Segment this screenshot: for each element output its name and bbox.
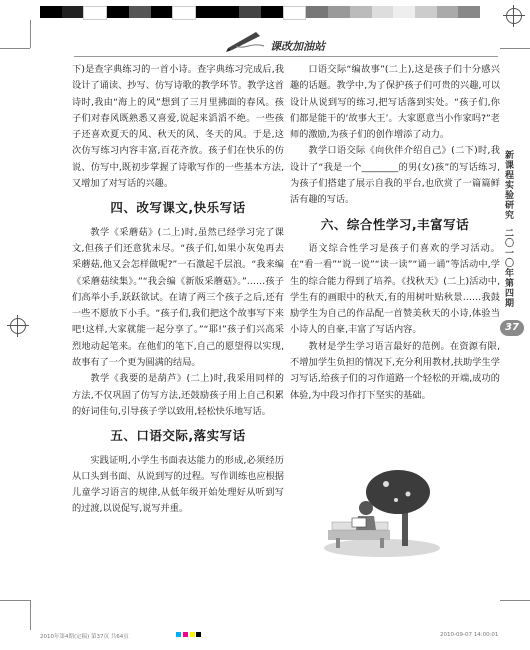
paragraph: 教学《我要的是葫芦》(二上)时,我采用同样的方法,不仅巩固了仿写方法,还鼓励孩子用上自己积累的好词佳句,引导孩子学以致用,轻松快乐地写话。 [72,373,284,417]
paragraph: 下)是查字典练习的一首小诗。查字典练习完成后,我设计了诵读、抄写、仿写诗歌的教学环节。教学这首诗时,我由“海上的风”想到了三月里拂面的春风。孩子们对春风既熟悉又喜爱,说起来滔滔不绝。一些孩子还喜欢夏天的风、秋天的风、冬天的风。于是,这次仿写练习内容丰富,百花齐放。孩子们在快乐的仿说、仿写中,既初步掌握了诗歌写作的一些基本方法,又增加了对写话的兴趣。 [72,64,284,190]
section-heading: 四、改写课文,快乐写话 [110,200,246,216]
paragraph: 语文综合性学习是孩子们喜欢的学习活动。在“看一看”“说一说”“读一读”“诵一诵”等活动中,学生的综合能力得到了培养。《找秋天》(二上)活动中,学生有的画眼中的秋天,有的用树叶贴秋景……我鼓励学生为自己的作品配一首赞美秋天的小诗,体验当小诗人的自豪,丰富了写话内容。 [290,242,500,336]
right-column [290,62,500,404]
pen-icon [226,28,266,52]
section-heading: 五、口语交际,落实写话 [110,428,246,444]
crop-mark [0,600,30,601]
crop-mark [30,600,31,630]
paragraph: 教学《采蘑菇》(二上)时,虽然已经学习完了课文,但孩子们还意犹未尽。“孩子们,如果小灰兔再去采蘑菇,他又会怎样做呢?”一石激起千层浪。“我来编《采蘑菇续集》。”“我会编《新版采蘑菇》。”……孩子们高举小手,跃跃欲试。在请了两三个孩子之后,还有一些不愿放下小手。“孩子们,我们把这个故事写下来吧!这样,大家就能一起分享了。”“耶!”孩子们兴高采烈地动起笔来。在他们的笔下,自己的愿望得以实现,故事有了一个更为圆满的结局。 [72,226,284,369]
paragraph: 口语交际“编故事”(二上),这是孩子们十分感兴趣的话题。教学中,为了保护孩子们可贵的兴趣,可以设计从说到写的练习,把写话落到实处。“孩子们,你们都是能干的‘故事大王’。大家愿意当小作家吗?”老师的激励,为孩子们的创作增添了动力。 [290,64,500,141]
issue-label: 二〇一〇年第四期 [503,228,513,308]
reading-child-illustration [318,468,446,558]
left-column [72,62,284,518]
crop-mark [500,48,530,49]
section-label: 课改加油站 [270,40,325,53]
paragraph: 教材是学生学习语言最好的范例。在资源有限,不增加学生负担的情况下,充分利用教材,扶助学生学习写话,给孩子们的习作道路一个轻松的开端,成功的体验,为中段习作打下坚实的基础。 [290,340,500,401]
journal-title: 新课程实验研究 [503,150,513,220]
crop-mark [0,48,30,49]
footer-right: 2010-09-07 14:00:01 [440,632,499,638]
registration-mark-left [10,318,26,334]
registration-mark-top-right [506,8,522,24]
printer-color-bar [40,6,480,18]
footer-color-swatches [176,632,201,639]
section-heading: 六、综合性学习,丰富写话 [320,216,470,232]
paragraph: 实践证明,小学生书面表达能力的形成,必须经历从口头到书面、从说到写的过程。写作训练也应根据儿童学习语言的规律,从低年级开始处理好从听到写的过渡,以说促写,说写并重。 [72,454,284,515]
crop-mark [30,20,31,48]
crop-mark [500,600,530,601]
journal-side-band [502,150,524,308]
footer-left: 2010年第4期(定稿) 第37页 共64页 [40,634,129,640]
page-number: 37 [500,320,524,336]
paragraph: 教学口语交际《向伙伴介绍自己》(二下)时,我设计了“我是一个________的男(女)孩”的写话练习,为孩子们搭建了展示自我的平台,也欣赏了一篇篇鲜活有趣的写话。 [290,145,500,206]
header-rule [74,56,498,57]
